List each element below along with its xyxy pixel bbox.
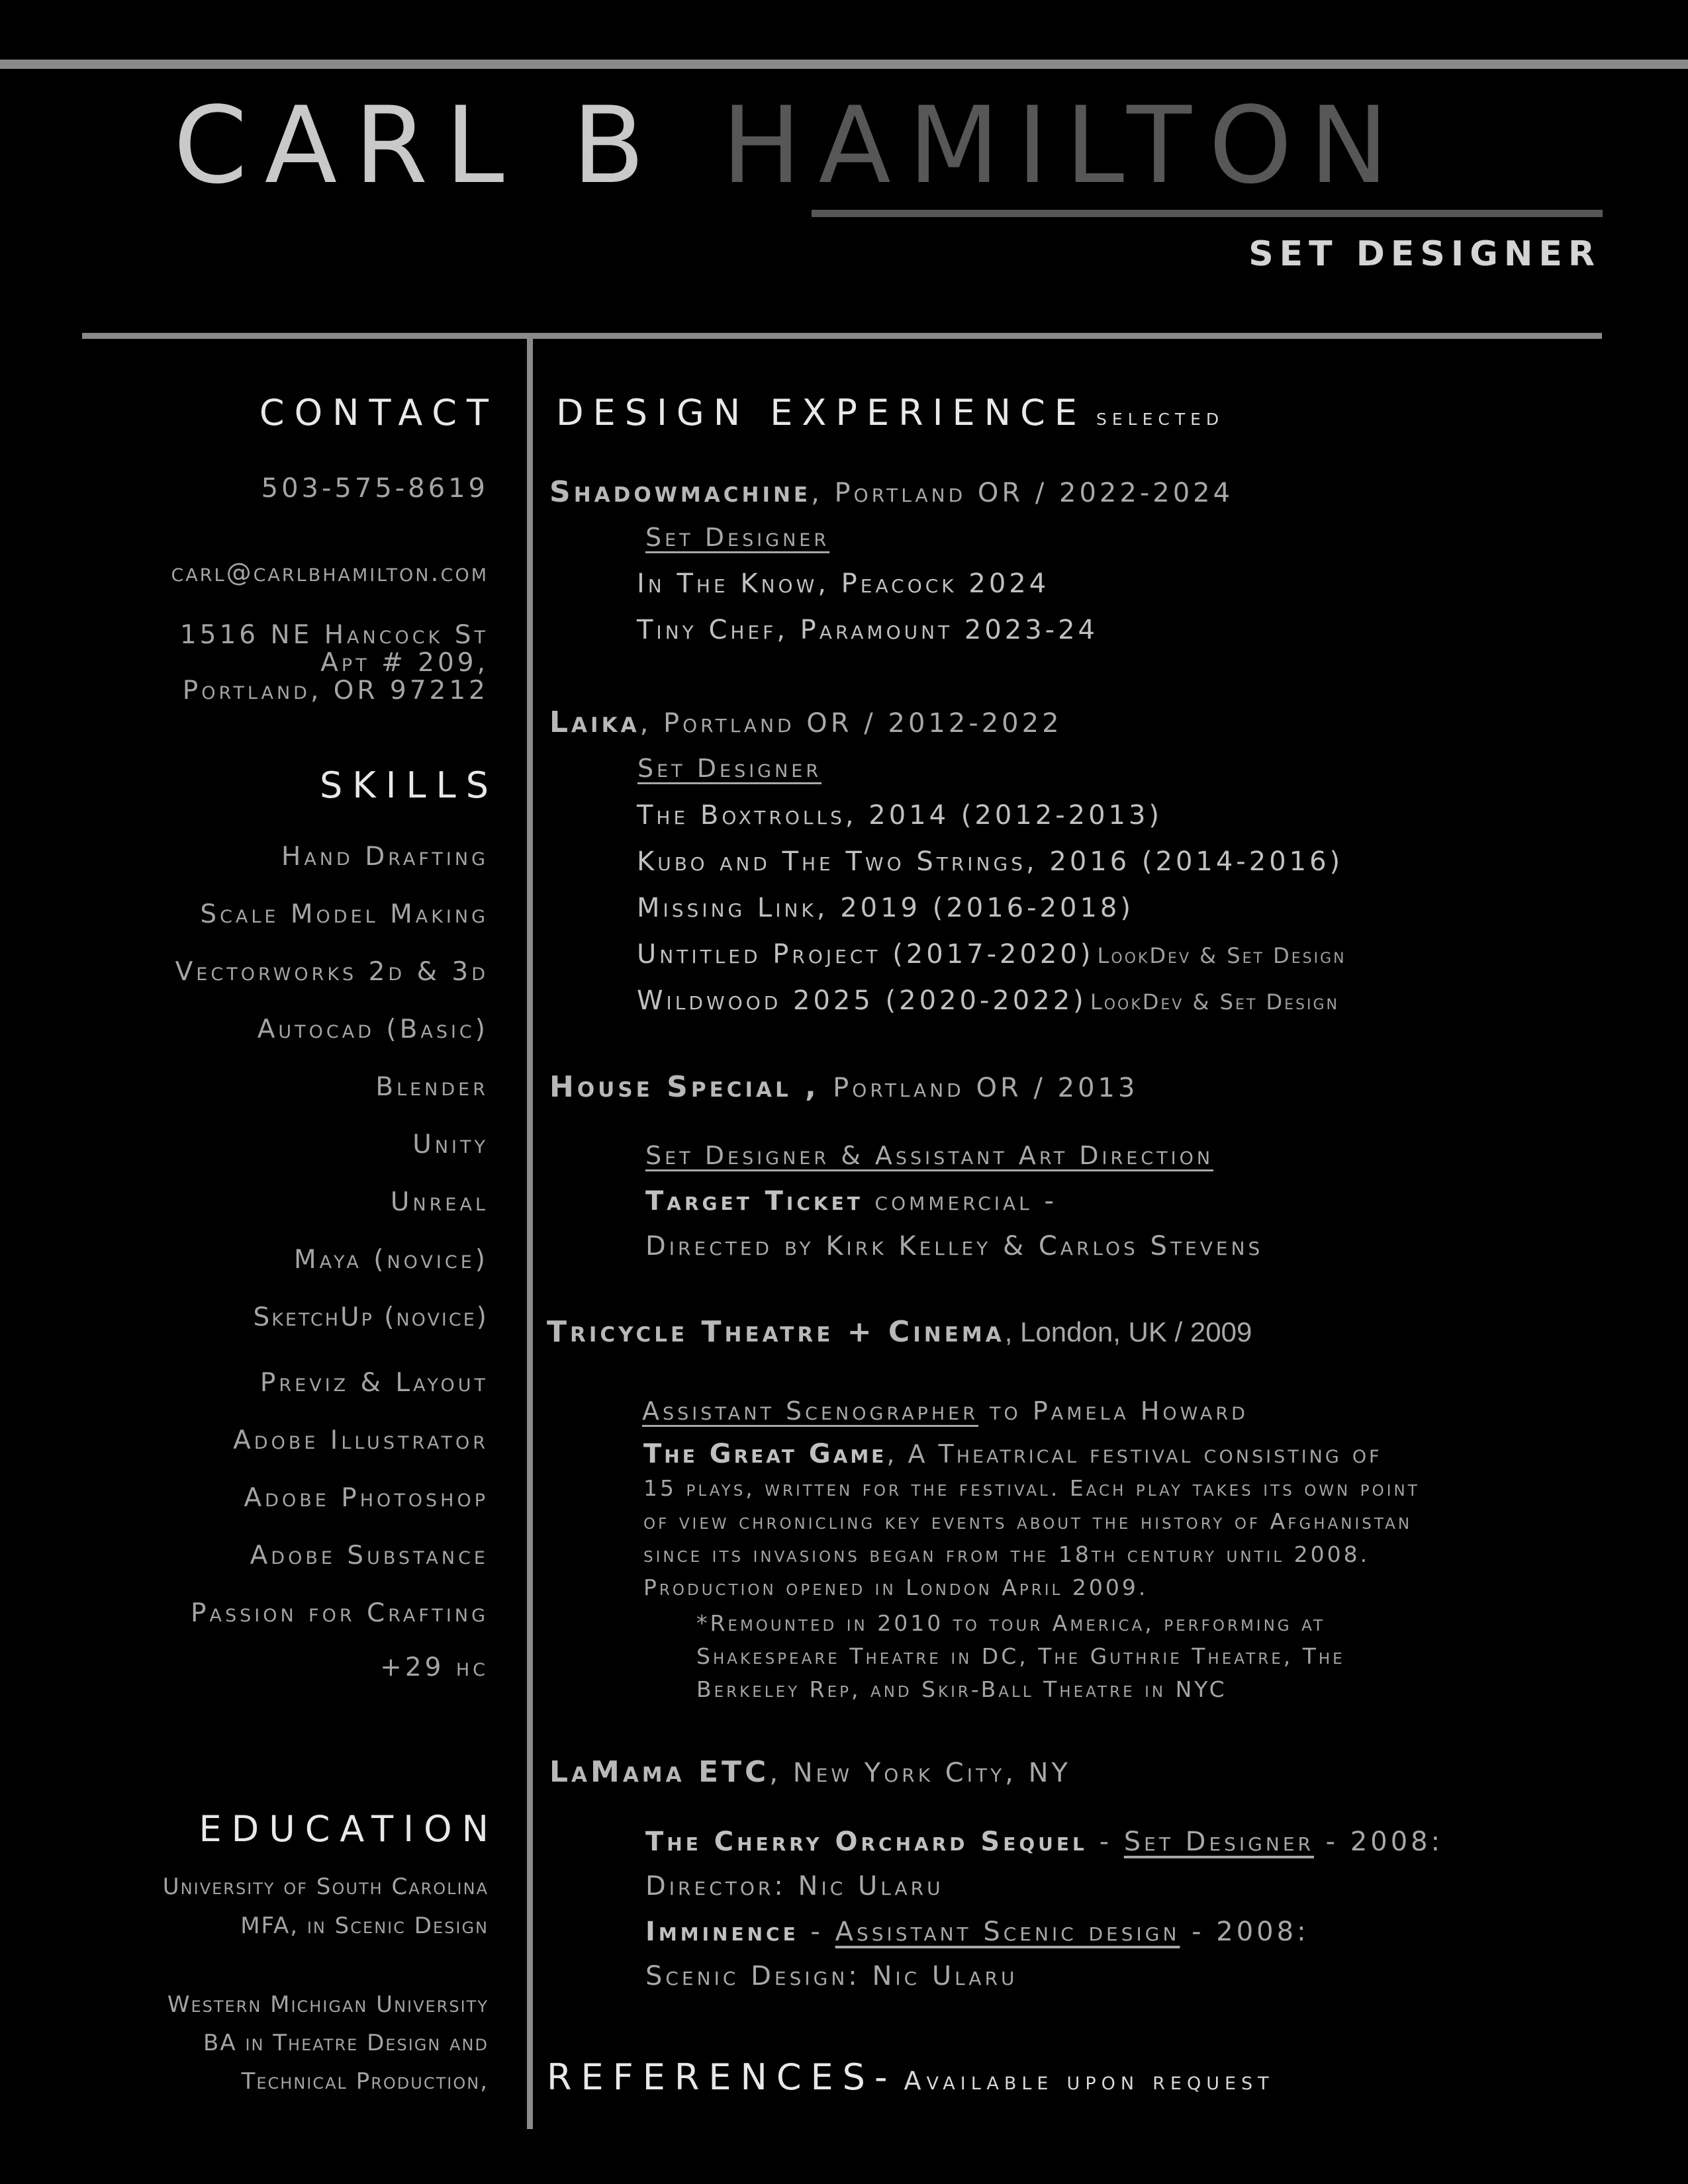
company-location: , London, UK / 2009 (1004, 1316, 1252, 1347)
skill-item: Unreal (390, 1187, 489, 1217)
desc-text: , A Theatrical festival consisting of (886, 1439, 1382, 1469)
first-name: CARL B (173, 83, 663, 207)
project-title: Wildwood 2025 (2020-2022) (637, 985, 1087, 1016)
role-line (642, 1398, 1248, 1424)
education-school-1: University of South Carolina (162, 1874, 489, 1900)
company-tricycle (547, 1315, 1252, 1349)
project-description (643, 1437, 1420, 1604)
skill-item: +29 hc (380, 1653, 489, 1682)
top-rule (0, 60, 1688, 69)
experience-heading-suffix: selected (1096, 404, 1225, 431)
contact-email[interactable]: carl@carlbhamilton.com (171, 558, 489, 587)
project-item: The Boxtrolls, 2014 (2012-2013) (637, 800, 1163, 831)
project-item (645, 1829, 1443, 1855)
remount-note (696, 1607, 1345, 1706)
skill-item: Passion for Crafting (190, 1598, 489, 1628)
experience-heading-text: DESIGN EXPERIENCE (556, 392, 1086, 433)
name-heading (173, 83, 1406, 207)
skill-item: Previz & Layout (259, 1368, 489, 1398)
company-location: , New York City, NY (769, 1758, 1071, 1788)
skill-item: Maya (novice) (293, 1245, 489, 1275)
skill-item: Blender (375, 1072, 489, 1102)
project-title: Imminence (645, 1917, 799, 1947)
education-degree-2: BA in Theatre Design and (203, 2030, 489, 2056)
project-title: The Cherry Orchard Sequel (645, 1827, 1088, 1857)
skill-item: Adobe Illustrator (233, 1426, 489, 1455)
project-director: Directed by Kirk Kelley & Carlos Stevens (645, 1231, 1264, 1261)
remount-line: Shakespeare Theatre in DC, The Guthrie Theatre, The (696, 1643, 1345, 1669)
address-line-1: 1516 NE Hancock St (179, 620, 489, 650)
project-note: LookDev & Set Design (1090, 989, 1339, 1015)
project-title: Untitled Project (2017-2020) (637, 939, 1094, 970)
skill-item: Adobe Photoshop (244, 1483, 489, 1513)
project-year: - 2008: (1313, 1827, 1444, 1857)
project-role: Assistant Scenic design (835, 1917, 1180, 1947)
skill-item: SketchUp (novice) (253, 1302, 489, 1332)
company-location: , Portland OR / 2022-2024 (811, 478, 1234, 508)
company-name: Laika (549, 705, 640, 739)
column-divider (527, 339, 533, 2129)
separator: - (1087, 1827, 1124, 1857)
skill-item: Hand Drafting (281, 842, 489, 872)
skills-heading: SKILLS (319, 764, 498, 806)
company-name: Shadowmachine (549, 475, 812, 509)
education-degree-1: MFA, in Scenic Design (240, 1913, 489, 1939)
last-name: HAMILTON (722, 83, 1406, 207)
company-lamama (549, 1755, 1071, 1789)
desc-line: of view chronicling key events about the history of Afghanistan (643, 1508, 1413, 1534)
project-item-with-note (637, 941, 1346, 968)
company-location: Portland OR / 2013 (833, 1073, 1139, 1103)
desc-line: Production opened in London April 2009. (643, 1574, 1149, 1600)
skill-item: Scale Model Making (200, 899, 489, 929)
role-suffix: to Pamela Howard (978, 1396, 1248, 1426)
project-director: Scenic Design: Nic Ularu (645, 1961, 1018, 1991)
company-house-special (549, 1070, 1139, 1104)
company-name: Tricycle Theatre + Cinema (547, 1315, 1005, 1349)
project-item (645, 1919, 1309, 1945)
desc-line: 15 plays, written for the festival. Each play takes its own point (643, 1475, 1420, 1501)
project-item: In The Know, Peacock 2024 (637, 569, 1050, 599)
remount-line: *Remounted in 2010 to tour America, performing at (696, 1610, 1326, 1636)
references-line (547, 2056, 1274, 2098)
company-name: LaMama ETC (549, 1755, 770, 1789)
skill-item: Autocad (Basic) (257, 1015, 489, 1044)
project-item: Tiny Chef, Paramount 2023-24 (637, 615, 1098, 645)
role-title: Set Designer (645, 523, 830, 552)
remount-line: Berkeley Rep, and Skir-Ball Theatre in NYC (696, 1676, 1227, 1702)
address-line-2: Apt # 209, (320, 648, 489, 678)
separator: - (798, 1917, 835, 1947)
address-line-3: Portland, OR 97212 (182, 676, 489, 705)
references-text: Available upon request (904, 2066, 1274, 2095)
contact-phone[interactable]: 503-575-8619 (261, 473, 489, 504)
project-note: LookDev & Set Design (1097, 943, 1346, 968)
project-item: Kubo and The Two Strings, 2016 (2014-2016) (637, 846, 1344, 877)
desc-line: since its invasions began from the 18th century until 2008. (643, 1541, 1370, 1567)
contact-heading: CONTACT (259, 392, 498, 433)
header-divider (82, 333, 1602, 339)
project-item-with-note (637, 987, 1339, 1014)
education-heading: EDUCATION (199, 1808, 498, 1850)
education-degree-2-cont: Technical Production, (241, 2068, 489, 2095)
project-item (645, 1188, 1057, 1214)
experience-heading (556, 392, 1225, 433)
role-title: Set Designer & Assistant Art Direction (645, 1141, 1214, 1170)
project-director: Director: Nic Ularu (645, 1871, 944, 1901)
name-underline (812, 210, 1603, 217)
skill-item: Adobe Substance (250, 1541, 489, 1570)
company-name: House Special , (549, 1070, 820, 1104)
job-title: SET DESIGNER (1248, 234, 1601, 274)
desc-line (643, 1437, 1420, 1472)
project-item: Missing Link, 2019 (2016-2018) (637, 893, 1134, 923)
skill-item: Vectorworks 2d & 3d (175, 957, 489, 987)
project-year: - 2008: (1180, 1917, 1309, 1947)
role-title: Set Designer (637, 754, 822, 783)
project-desc: commercial - (863, 1186, 1057, 1216)
company-location: , Portland OR / 2012-2022 (639, 708, 1062, 739)
role-title: Assistant Scenographer (642, 1396, 978, 1426)
company-shadowmachine (549, 475, 1234, 509)
references-heading: REFERENCES- (547, 2056, 897, 2098)
project-title: The Great Game (643, 1439, 887, 1469)
project-role: Set Designer (1123, 1827, 1314, 1857)
project-title: Target Ticket (645, 1186, 863, 1216)
skill-item: Unity (412, 1130, 489, 1160)
company-laika (549, 705, 1062, 739)
education-school-2: Western Michigan University (167, 1991, 489, 2018)
